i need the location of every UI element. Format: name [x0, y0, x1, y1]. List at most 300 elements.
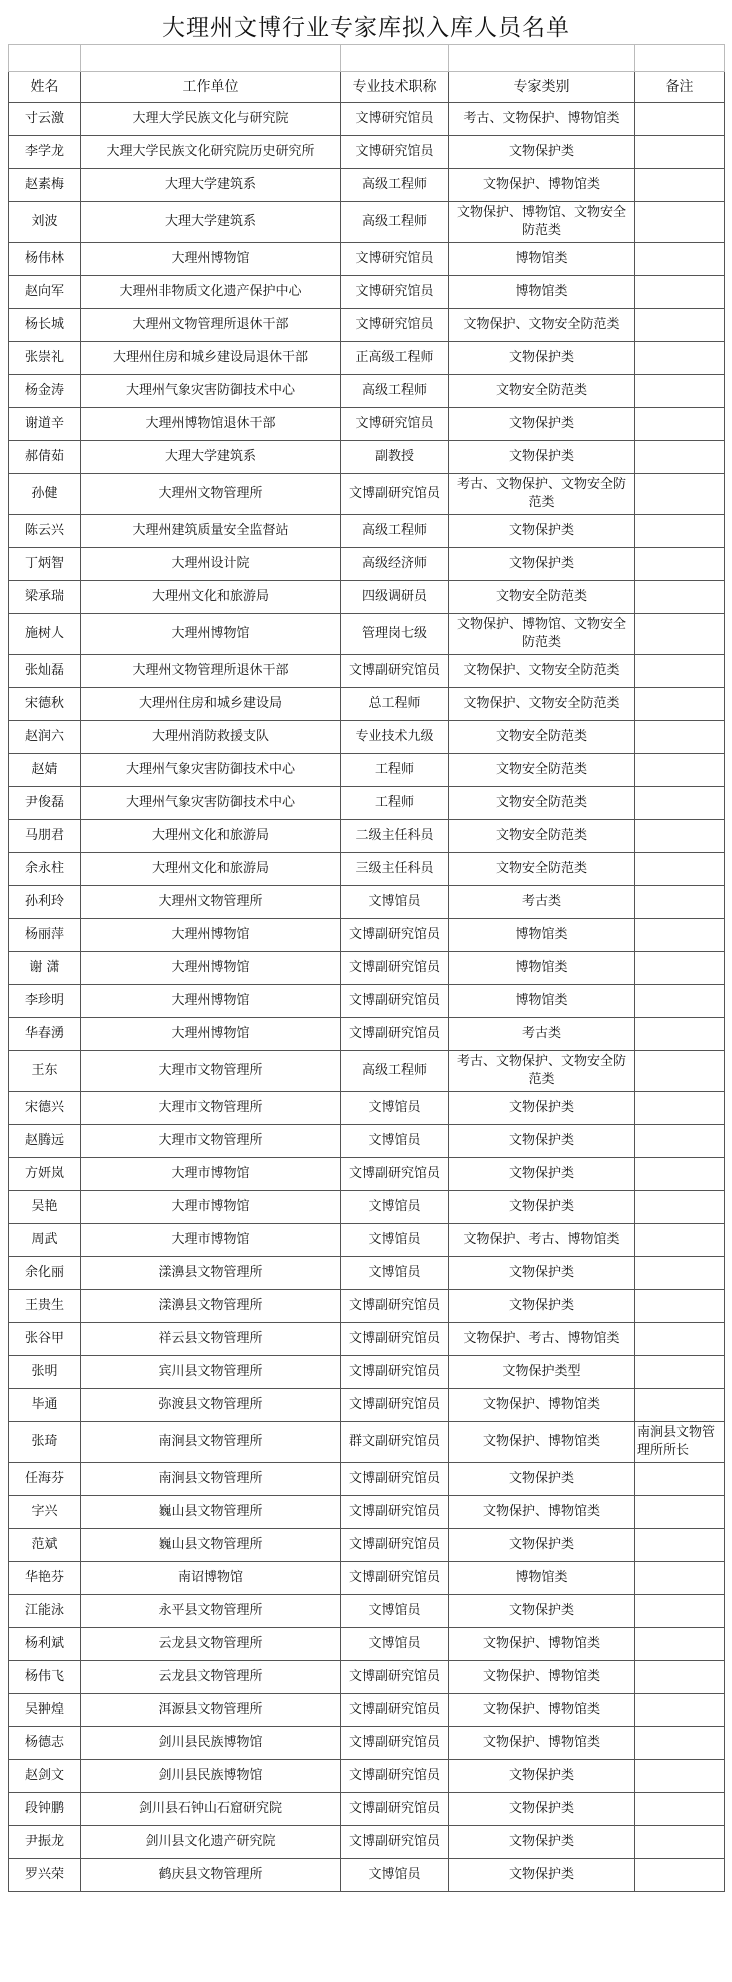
- table-row: [9, 342, 725, 375]
- cell-workplace: 大理大学建筑系: [81, 169, 341, 202]
- cell-remarks: [635, 985, 725, 1018]
- cell-remarks: [635, 1323, 725, 1356]
- table-row: [9, 309, 725, 342]
- table-row: [9, 1389, 725, 1422]
- cell-remarks: [635, 1562, 725, 1595]
- cell-workplace: 大理州设计院: [81, 548, 341, 581]
- cell-category: 文物保护、博物馆、文物安全防范类: [449, 614, 635, 655]
- cell-name: 杨伟林: [9, 243, 81, 276]
- cell-category: 博物馆类: [449, 919, 635, 952]
- cell-title: 三级主任科员: [341, 853, 449, 886]
- cell-name: 张谷甲: [9, 1323, 81, 1356]
- cell-title: 文博馆员: [341, 1191, 449, 1224]
- cell-name: 杨利斌: [9, 1628, 81, 1661]
- cell-category: 文物保护、博物馆类: [449, 1628, 635, 1661]
- cell-category: 文物保护、博物馆类: [449, 1694, 635, 1727]
- cell-remarks: [635, 1092, 725, 1125]
- cell-workplace: 大理市博物馆: [81, 1191, 341, 1224]
- table-row: [9, 202, 725, 243]
- table-row: [9, 1463, 725, 1496]
- cell-remarks: [635, 1191, 725, 1224]
- cell-workplace: 大理州博物馆退休干部: [81, 408, 341, 441]
- cell-name: 张明: [9, 1356, 81, 1389]
- cell-workplace: 大理州文物管理所: [81, 886, 341, 919]
- cell-category: 文物保护类: [449, 1463, 635, 1496]
- cell-title: 文博研究馆员: [341, 276, 449, 309]
- table-row: [9, 1257, 725, 1290]
- cell-name: 寸云激: [9, 103, 81, 136]
- cell-remarks: [635, 1595, 725, 1628]
- cell-category: 文物保护、博物馆类: [449, 1422, 635, 1463]
- cell-title: 文博副研究馆员: [341, 1529, 449, 1562]
- cell-remarks: [635, 169, 725, 202]
- cell-title: 文博副研究馆员: [341, 1356, 449, 1389]
- cell-name: 杨伟飞: [9, 1661, 81, 1694]
- cell-title: 文博馆员: [341, 1224, 449, 1257]
- blank-cell: [449, 45, 635, 72]
- cell-title: 正高级工程师: [341, 342, 449, 375]
- cell-remarks: [635, 276, 725, 309]
- table-row: [9, 1727, 725, 1760]
- cell-workplace: 大理州博物馆: [81, 614, 341, 655]
- cell-workplace: 永平县文物管理所: [81, 1595, 341, 1628]
- cell-category: 文物安全防范类: [449, 581, 635, 614]
- cell-category: 文物安全防范类: [449, 375, 635, 408]
- cell-name: 孙健: [9, 474, 81, 515]
- cell-workplace: 大理大学建筑系: [81, 441, 341, 474]
- cell-category: 文物安全防范类: [449, 721, 635, 754]
- header-category: 专家类别: [449, 72, 635, 103]
- cell-category: 博物馆类: [449, 985, 635, 1018]
- table-row: [9, 136, 725, 169]
- cell-remarks: [635, 655, 725, 688]
- cell-title: 高级工程师: [341, 202, 449, 243]
- table-row: [9, 1224, 725, 1257]
- cell-title: 文博副研究馆员: [341, 1323, 449, 1356]
- table-body: [9, 103, 725, 1892]
- cell-title: 总工程师: [341, 688, 449, 721]
- cell-remarks: [635, 754, 725, 787]
- cell-title: 文博副研究馆员: [341, 474, 449, 515]
- table-row: [9, 688, 725, 721]
- table-row: [9, 515, 725, 548]
- cell-name: 谢 潇: [9, 952, 81, 985]
- cell-remarks: [635, 820, 725, 853]
- cell-category: 文物保护类: [449, 441, 635, 474]
- table-row: [9, 1628, 725, 1661]
- sheet-title: 大理州文博行业专家库拟入库人员名单: [162, 14, 570, 41]
- cell-name: 方妍岚: [9, 1158, 81, 1191]
- table-row: [9, 408, 725, 441]
- cell-remarks: [635, 886, 725, 919]
- cell-name: 杨丽萍: [9, 919, 81, 952]
- cell-name: 谢道辛: [9, 408, 81, 441]
- cell-category: 文物安全防范类: [449, 754, 635, 787]
- cell-name: 孙利玲: [9, 886, 81, 919]
- cell-name: 李珍明: [9, 985, 81, 1018]
- cell-title: 文博研究馆员: [341, 309, 449, 342]
- cell-workplace: 大理州文物管理所: [81, 474, 341, 515]
- cell-remarks: [635, 1529, 725, 1562]
- table-row: [9, 1323, 725, 1356]
- cell-category: 文物保护类: [449, 1529, 635, 1562]
- cell-name: 毕通: [9, 1389, 81, 1422]
- cell-title: 文博馆员: [341, 1257, 449, 1290]
- cell-workplace: 大理州博物馆: [81, 243, 341, 276]
- blank-cell: [341, 45, 449, 72]
- table-row: [9, 787, 725, 820]
- cell-title: 文博馆员: [341, 1092, 449, 1125]
- table-row: [9, 614, 725, 655]
- table-row: [9, 721, 725, 754]
- cell-name: 罗兴荣: [9, 1859, 81, 1892]
- cell-name: 江能泳: [9, 1595, 81, 1628]
- cell-workplace: 大理大学建筑系: [81, 202, 341, 243]
- cell-name: 赵婧: [9, 754, 81, 787]
- cell-remarks: [635, 688, 725, 721]
- cell-name: 余化丽: [9, 1257, 81, 1290]
- cell-title: 工程师: [341, 754, 449, 787]
- cell-name: 字兴: [9, 1496, 81, 1529]
- cell-category: 文物保护类: [449, 1859, 635, 1892]
- cell-name: 杨金涛: [9, 375, 81, 408]
- cell-remarks: [635, 243, 725, 276]
- blank-cell: [81, 45, 341, 72]
- cell-name: 尹振龙: [9, 1826, 81, 1859]
- cell-category: 文物保护、文物安全防范类: [449, 309, 635, 342]
- cell-title: 高级经济师: [341, 548, 449, 581]
- cell-name: 赵腾远: [9, 1125, 81, 1158]
- cell-name: 赵润六: [9, 721, 81, 754]
- cell-category: 文物保护、博物馆类: [449, 1661, 635, 1694]
- cell-name: 范斌: [9, 1529, 81, 1562]
- cell-category: 考古、文物保护、博物馆类: [449, 103, 635, 136]
- blank-row: [9, 45, 725, 72]
- cell-workplace: 漾濞县文物管理所: [81, 1257, 341, 1290]
- cell-category: 文物保护类: [449, 515, 635, 548]
- table-row: [9, 853, 725, 886]
- cell-category: 博物馆类: [449, 276, 635, 309]
- cell-remarks: [635, 1158, 725, 1191]
- cell-title: 文博副研究馆员: [341, 1793, 449, 1826]
- cell-workplace: 弥渡县文物管理所: [81, 1389, 341, 1422]
- cell-remarks: [635, 1463, 725, 1496]
- header-remarks: 备注: [635, 72, 725, 103]
- cell-name: 施树人: [9, 614, 81, 655]
- cell-name: 吴翀煌: [9, 1694, 81, 1727]
- cell-title: 文博研究馆员: [341, 408, 449, 441]
- cell-title: 文博副研究馆员: [341, 1760, 449, 1793]
- cell-remarks: [635, 1694, 725, 1727]
- cell-remarks: [635, 1257, 725, 1290]
- cell-title: 高级工程师: [341, 169, 449, 202]
- cell-workplace: 剑川县民族博物馆: [81, 1727, 341, 1760]
- cell-name: 周武: [9, 1224, 81, 1257]
- cell-category: 博物馆类: [449, 243, 635, 276]
- table-row: [9, 441, 725, 474]
- cell-title: 文博馆员: [341, 1125, 449, 1158]
- cell-title: 文博馆员: [341, 1859, 449, 1892]
- table-row: [9, 1051, 725, 1092]
- cell-remarks: [635, 1793, 725, 1826]
- cell-remarks: [635, 1051, 725, 1092]
- cell-workplace: 大理州非物质文化遗产保护中心: [81, 276, 341, 309]
- cell-title: 文博副研究馆员: [341, 1826, 449, 1859]
- table-row: [9, 1290, 725, 1323]
- table-row: [9, 1661, 725, 1694]
- cell-category: 文物保护类: [449, 548, 635, 581]
- cell-category: 文物保护类型: [449, 1356, 635, 1389]
- cell-title: 文博副研究馆员: [341, 952, 449, 985]
- table-row: [9, 243, 725, 276]
- cell-remarks: [635, 1018, 725, 1051]
- cell-title: 文博副研究馆员: [341, 1463, 449, 1496]
- cell-title: 文博副研究馆员: [341, 1661, 449, 1694]
- table-row: [9, 1529, 725, 1562]
- cell-category: 文物保护类: [449, 1793, 635, 1826]
- cell-workplace: 大理州住房和城乡建设局退休干部: [81, 342, 341, 375]
- cell-category: 文物安全防范类: [449, 820, 635, 853]
- cell-workplace: 云龙县文物管理所: [81, 1661, 341, 1694]
- spreadsheet: [8, 6, 724, 1892]
- cell-workplace: 大理州文物管理所退休干部: [81, 655, 341, 688]
- cell-title: 文博副研究馆员: [341, 1496, 449, 1529]
- cell-name: 赵剑文: [9, 1760, 81, 1793]
- cell-category: 文物保护类: [449, 1092, 635, 1125]
- header-row: [9, 72, 725, 103]
- cell-title: 管理岗七级: [341, 614, 449, 655]
- cell-category: 文物保护类: [449, 408, 635, 441]
- cell-workplace: 巍山县文物管理所: [81, 1529, 341, 1562]
- cell-workplace: 大理州建筑质量安全监督站: [81, 515, 341, 548]
- cell-category: 文物保护类: [449, 1125, 635, 1158]
- table-row: [9, 375, 725, 408]
- table-row: [9, 1760, 725, 1793]
- table-row: [9, 548, 725, 581]
- cell-title: 文博副研究馆员: [341, 1290, 449, 1323]
- cell-name: 丁炳智: [9, 548, 81, 581]
- cell-workplace: 剑川县民族博物馆: [81, 1760, 341, 1793]
- cell-name: 王贵生: [9, 1290, 81, 1323]
- cell-name: 宋德兴: [9, 1092, 81, 1125]
- table-row: [9, 1562, 725, 1595]
- cell-workplace: 大理州文化和旅游局: [81, 820, 341, 853]
- cell-workplace: 大理市文物管理所: [81, 1125, 341, 1158]
- cell-remarks: [635, 441, 725, 474]
- header-workplace: 工作单位: [81, 72, 341, 103]
- cell-title: 工程师: [341, 787, 449, 820]
- cell-category: 文物保护、博物馆类: [449, 1727, 635, 1760]
- cell-name: 华艳芬: [9, 1562, 81, 1595]
- cell-remarks: [635, 919, 725, 952]
- table-row: [9, 1595, 725, 1628]
- cell-workplace: 大理市文物管理所: [81, 1051, 341, 1092]
- cell-category: 文物保护、博物馆类: [449, 1389, 635, 1422]
- cell-remarks: [635, 548, 725, 581]
- cell-title: 文博副研究馆员: [341, 1562, 449, 1595]
- cell-name: 刘波: [9, 202, 81, 243]
- cell-category: 考古类: [449, 886, 635, 919]
- cell-remarks: [635, 952, 725, 985]
- cell-name: 任海芬: [9, 1463, 81, 1496]
- cell-title: 高级工程师: [341, 1051, 449, 1092]
- table-row: [9, 1496, 725, 1529]
- cell-title: 群文副研究馆员: [341, 1422, 449, 1463]
- table-row: [9, 1191, 725, 1224]
- cell-workplace: 大理州住房和城乡建设局: [81, 688, 341, 721]
- cell-remarks: [635, 1760, 725, 1793]
- table-row: [9, 1158, 725, 1191]
- table-row: [9, 1092, 725, 1125]
- cell-remarks: [635, 787, 725, 820]
- table-row: [9, 952, 725, 985]
- cell-remarks: [635, 1661, 725, 1694]
- blank-cell: [9, 45, 81, 72]
- cell-workplace: 南涧县文物管理所: [81, 1422, 341, 1463]
- cell-remarks: [635, 1826, 725, 1859]
- cell-name: 尹俊磊: [9, 787, 81, 820]
- table-row: [9, 820, 725, 853]
- cell-remarks: 南涧县文物管理所所长: [635, 1422, 725, 1463]
- table-row: [9, 985, 725, 1018]
- cell-remarks: [635, 342, 725, 375]
- blank-cell: [635, 45, 725, 72]
- cell-workplace: 大理市博物馆: [81, 1224, 341, 1257]
- cell-remarks: [635, 309, 725, 342]
- cell-remarks: [635, 853, 725, 886]
- cell-workplace: 剑川县石钟山石窟研究院: [81, 1793, 341, 1826]
- table-row: [9, 103, 725, 136]
- cell-category: 文物保护、文物安全防范类: [449, 688, 635, 721]
- table-row: [9, 1356, 725, 1389]
- cell-workplace: 剑川县文化遗产研究院: [81, 1826, 341, 1859]
- cell-category: 文物保护类: [449, 1760, 635, 1793]
- cell-name: 郝倩茹: [9, 441, 81, 474]
- cell-name: 宋德秋: [9, 688, 81, 721]
- cell-name: 梁承瑞: [9, 581, 81, 614]
- table-row: [9, 1826, 725, 1859]
- cell-title: 文博副研究馆员: [341, 1389, 449, 1422]
- cell-remarks: [635, 408, 725, 441]
- cell-workplace: 大理州文化和旅游局: [81, 853, 341, 886]
- cell-remarks: [635, 202, 725, 243]
- cell-title: 二级主任科员: [341, 820, 449, 853]
- cell-title: 文博副研究馆员: [341, 655, 449, 688]
- cell-workplace: 鹤庆县文物管理所: [81, 1859, 341, 1892]
- cell-category: 博物馆类: [449, 1562, 635, 1595]
- cell-category: 文物保护类: [449, 1595, 635, 1628]
- cell-remarks: [635, 474, 725, 515]
- table-row: [9, 655, 725, 688]
- cell-workplace: 南诏博物馆: [81, 1562, 341, 1595]
- cell-workplace: 大理州博物馆: [81, 952, 341, 985]
- cell-workplace: 南涧县文物管理所: [81, 1463, 341, 1496]
- cell-title: 文博研究馆员: [341, 103, 449, 136]
- table-row: [9, 1018, 725, 1051]
- cell-workplace: 大理州气象灾害防御技术中心: [81, 754, 341, 787]
- cell-name: 李学龙: [9, 136, 81, 169]
- cell-title: 四级调研员: [341, 581, 449, 614]
- cell-name: 段钟鹏: [9, 1793, 81, 1826]
- cell-category: 考古、文物保护、文物安全防范类: [449, 1051, 635, 1092]
- cell-name: 吴艳: [9, 1191, 81, 1224]
- cell-workplace: 大理州博物馆: [81, 985, 341, 1018]
- cell-category: 博物馆类: [449, 952, 635, 985]
- table-row: [9, 581, 725, 614]
- cell-remarks: [635, 1496, 725, 1529]
- cell-category: 文物保护类: [449, 136, 635, 169]
- cell-title: 文博副研究馆员: [341, 1158, 449, 1191]
- cell-category: 文物保护类: [449, 1257, 635, 1290]
- cell-title: 高级工程师: [341, 515, 449, 548]
- cell-workplace: 大理州博物馆: [81, 919, 341, 952]
- table-row: [9, 474, 725, 515]
- cell-workplace: 大理州文化和旅游局: [81, 581, 341, 614]
- cell-title: 高级工程师: [341, 375, 449, 408]
- cell-workplace: 大理州消防救援支队: [81, 721, 341, 754]
- table-row: [9, 754, 725, 787]
- cell-remarks: [635, 1628, 725, 1661]
- cell-category: 文物保护类: [449, 1290, 635, 1323]
- cell-category: 考古类: [449, 1018, 635, 1051]
- cell-title: 文博副研究馆员: [341, 1694, 449, 1727]
- cell-workplace: 漾濞县文物管理所: [81, 1290, 341, 1323]
- cell-remarks: [635, 721, 725, 754]
- cell-name: 赵向军: [9, 276, 81, 309]
- cell-name: 华春湧: [9, 1018, 81, 1051]
- cell-category: 文物保护类: [449, 342, 635, 375]
- cell-title: 文博副研究馆员: [341, 1018, 449, 1051]
- cell-remarks: [635, 581, 725, 614]
- cell-remarks: [635, 1389, 725, 1422]
- cell-workplace: 大理大学民族文化研究院历史研究所: [81, 136, 341, 169]
- header-title: 专业技术职称: [341, 72, 449, 103]
- cell-title: 副教授: [341, 441, 449, 474]
- table-row: [9, 1793, 725, 1826]
- cell-category: 文物安全防范类: [449, 787, 635, 820]
- cell-remarks: [635, 103, 725, 136]
- cell-category: 文物安全防范类: [449, 853, 635, 886]
- cell-name: 余永柱: [9, 853, 81, 886]
- cell-workplace: 大理州气象灾害防御技术中心: [81, 787, 341, 820]
- cell-name: 赵素梅: [9, 169, 81, 202]
- table-row: [9, 919, 725, 952]
- cell-title: 文博馆员: [341, 1595, 449, 1628]
- cell-title: 文博副研究馆员: [341, 1727, 449, 1760]
- cell-title: 文博研究馆员: [341, 243, 449, 276]
- cell-workplace: 大理市博物馆: [81, 1158, 341, 1191]
- cell-name: 杨长城: [9, 309, 81, 342]
- cell-workplace: 祥云县文物管理所: [81, 1323, 341, 1356]
- table-row: [9, 276, 725, 309]
- cell-workplace: 大理州文物管理所退休干部: [81, 309, 341, 342]
- cell-workplace: 大理州博物馆: [81, 1018, 341, 1051]
- cell-category: 文物保护类: [449, 1826, 635, 1859]
- cell-workplace: 大理市文物管理所: [81, 1092, 341, 1125]
- cell-category: 考古、文物保护、文物安全防范类: [449, 474, 635, 515]
- cell-category: 文物保护、考古、博物馆类: [449, 1224, 635, 1257]
- cell-remarks: [635, 1356, 725, 1389]
- cell-name: 张琦: [9, 1422, 81, 1463]
- header-name: 姓名: [9, 72, 81, 103]
- cell-workplace: 大理州气象灾害防御技术中心: [81, 375, 341, 408]
- table-row: [9, 1422, 725, 1463]
- cell-title: 专业技术九级: [341, 721, 449, 754]
- cell-remarks: [635, 614, 725, 655]
- cell-remarks: [635, 1859, 725, 1892]
- cell-name: 陈云兴: [9, 515, 81, 548]
- cell-remarks: [635, 136, 725, 169]
